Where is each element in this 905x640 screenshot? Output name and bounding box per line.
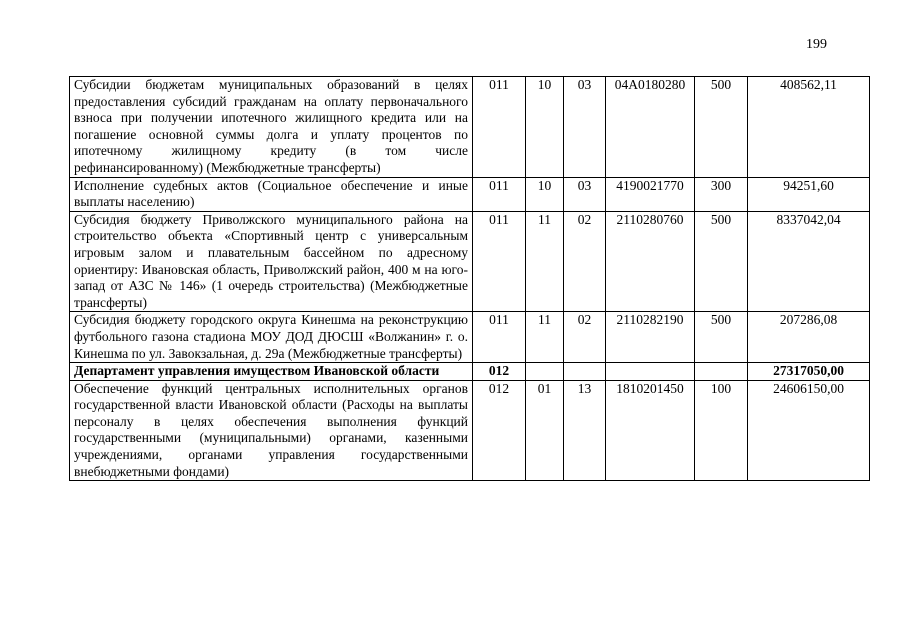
subsection-code: 02 <box>564 211 606 312</box>
expense-type-code: 500 <box>695 312 748 363</box>
expense-type-code <box>695 363 748 381</box>
table-row <box>70 211 870 312</box>
expense-type-code: 500 <box>695 77 748 178</box>
amount: 94251,60 <box>748 177 870 211</box>
ministry-code: 011 <box>473 312 526 363</box>
ministry-code: 011 <box>473 77 526 178</box>
amount: 408562,11 <box>748 77 870 178</box>
amount: 8337042,04 <box>748 211 870 312</box>
expense-type-code: 100 <box>695 380 748 481</box>
target-article-code <box>606 363 695 381</box>
row-description: Исполнение судебных актов (Социальное обеспечение и иные выплаты населению) <box>70 177 473 211</box>
subsection-code: 03 <box>564 177 606 211</box>
page-number: 199 <box>806 37 827 52</box>
target-article-code: 2110280760 <box>606 211 695 312</box>
section-code: 10 <box>526 77 564 178</box>
table-row <box>70 177 870 211</box>
row-description: Субсидии бюджетам муниципальных образований в целях предоставления субсидий гражданам на оплату первоначального взноса при получении ипотечного жилищного кредита или на погашение основной суммы долга и уплату процентов по ипотечному жилищному кредиту (в том числе рефинансированному) (Межбюджетные трансферты) <box>70 77 473 178</box>
ministry-code: 011 <box>473 177 526 211</box>
department-row <box>70 363 870 381</box>
target-article-code: 1810201450 <box>606 380 695 481</box>
department-total: 27317050,00 <box>748 363 870 381</box>
amount: 207286,08 <box>748 312 870 363</box>
expense-type-code: 300 <box>695 177 748 211</box>
subsection-code: 03 <box>564 77 606 178</box>
subsection-code: 02 <box>564 312 606 363</box>
table-row <box>70 77 870 178</box>
row-description: Субсидия бюджету Приволжского муниципального района на строительство объекта «Спортивный центр с универсальным игровым залом и плавательным бассейном по адресному ориентиру: Ивановская область, Приволжский район, 400 м на юго-запад от АЗС № 146» (1 очередь строительства) (Межбюджетные трансферты) <box>70 211 473 312</box>
section-code: 11 <box>526 211 564 312</box>
amount: 24606150,00 <box>748 380 870 481</box>
ministry-code: 012 <box>473 363 526 381</box>
ministry-code: 012 <box>473 380 526 481</box>
section-code <box>526 363 564 381</box>
target-article-code: 4190021770 <box>606 177 695 211</box>
table-row <box>70 312 870 363</box>
target-article-code: 04А0180280 <box>606 77 695 178</box>
budget-table <box>69 76 870 481</box>
department-name: Департамент управления имуществом Ивановской области <box>70 363 473 381</box>
section-code: 10 <box>526 177 564 211</box>
subsection-code <box>564 363 606 381</box>
expense-type-code: 500 <box>695 211 748 312</box>
section-code: 01 <box>526 380 564 481</box>
row-description: Обеспечение функций центральных исполнительных органов государственной власти Ивановской области (Расходы на выплаты персоналу в целях обеспечения выполнения функций государственными (муниципальными) органами, казенными учреждениями, органами управления государственными внебюджетными фондами) <box>70 380 473 481</box>
target-article-code: 2110282190 <box>606 312 695 363</box>
ministry-code: 011 <box>473 211 526 312</box>
subsection-code: 13 <box>564 380 606 481</box>
row-description: Субсидия бюджету городского округа Кинешма на реконструкцию футбольного газона стадиона МОУ ДОД ДЮСШ «Волжанин» г. о. Кинешма по ул. Завокзальная, д. 29а (Межбюджетные трансферты) <box>70 312 473 363</box>
section-code: 11 <box>526 312 564 363</box>
table-row <box>70 380 870 481</box>
